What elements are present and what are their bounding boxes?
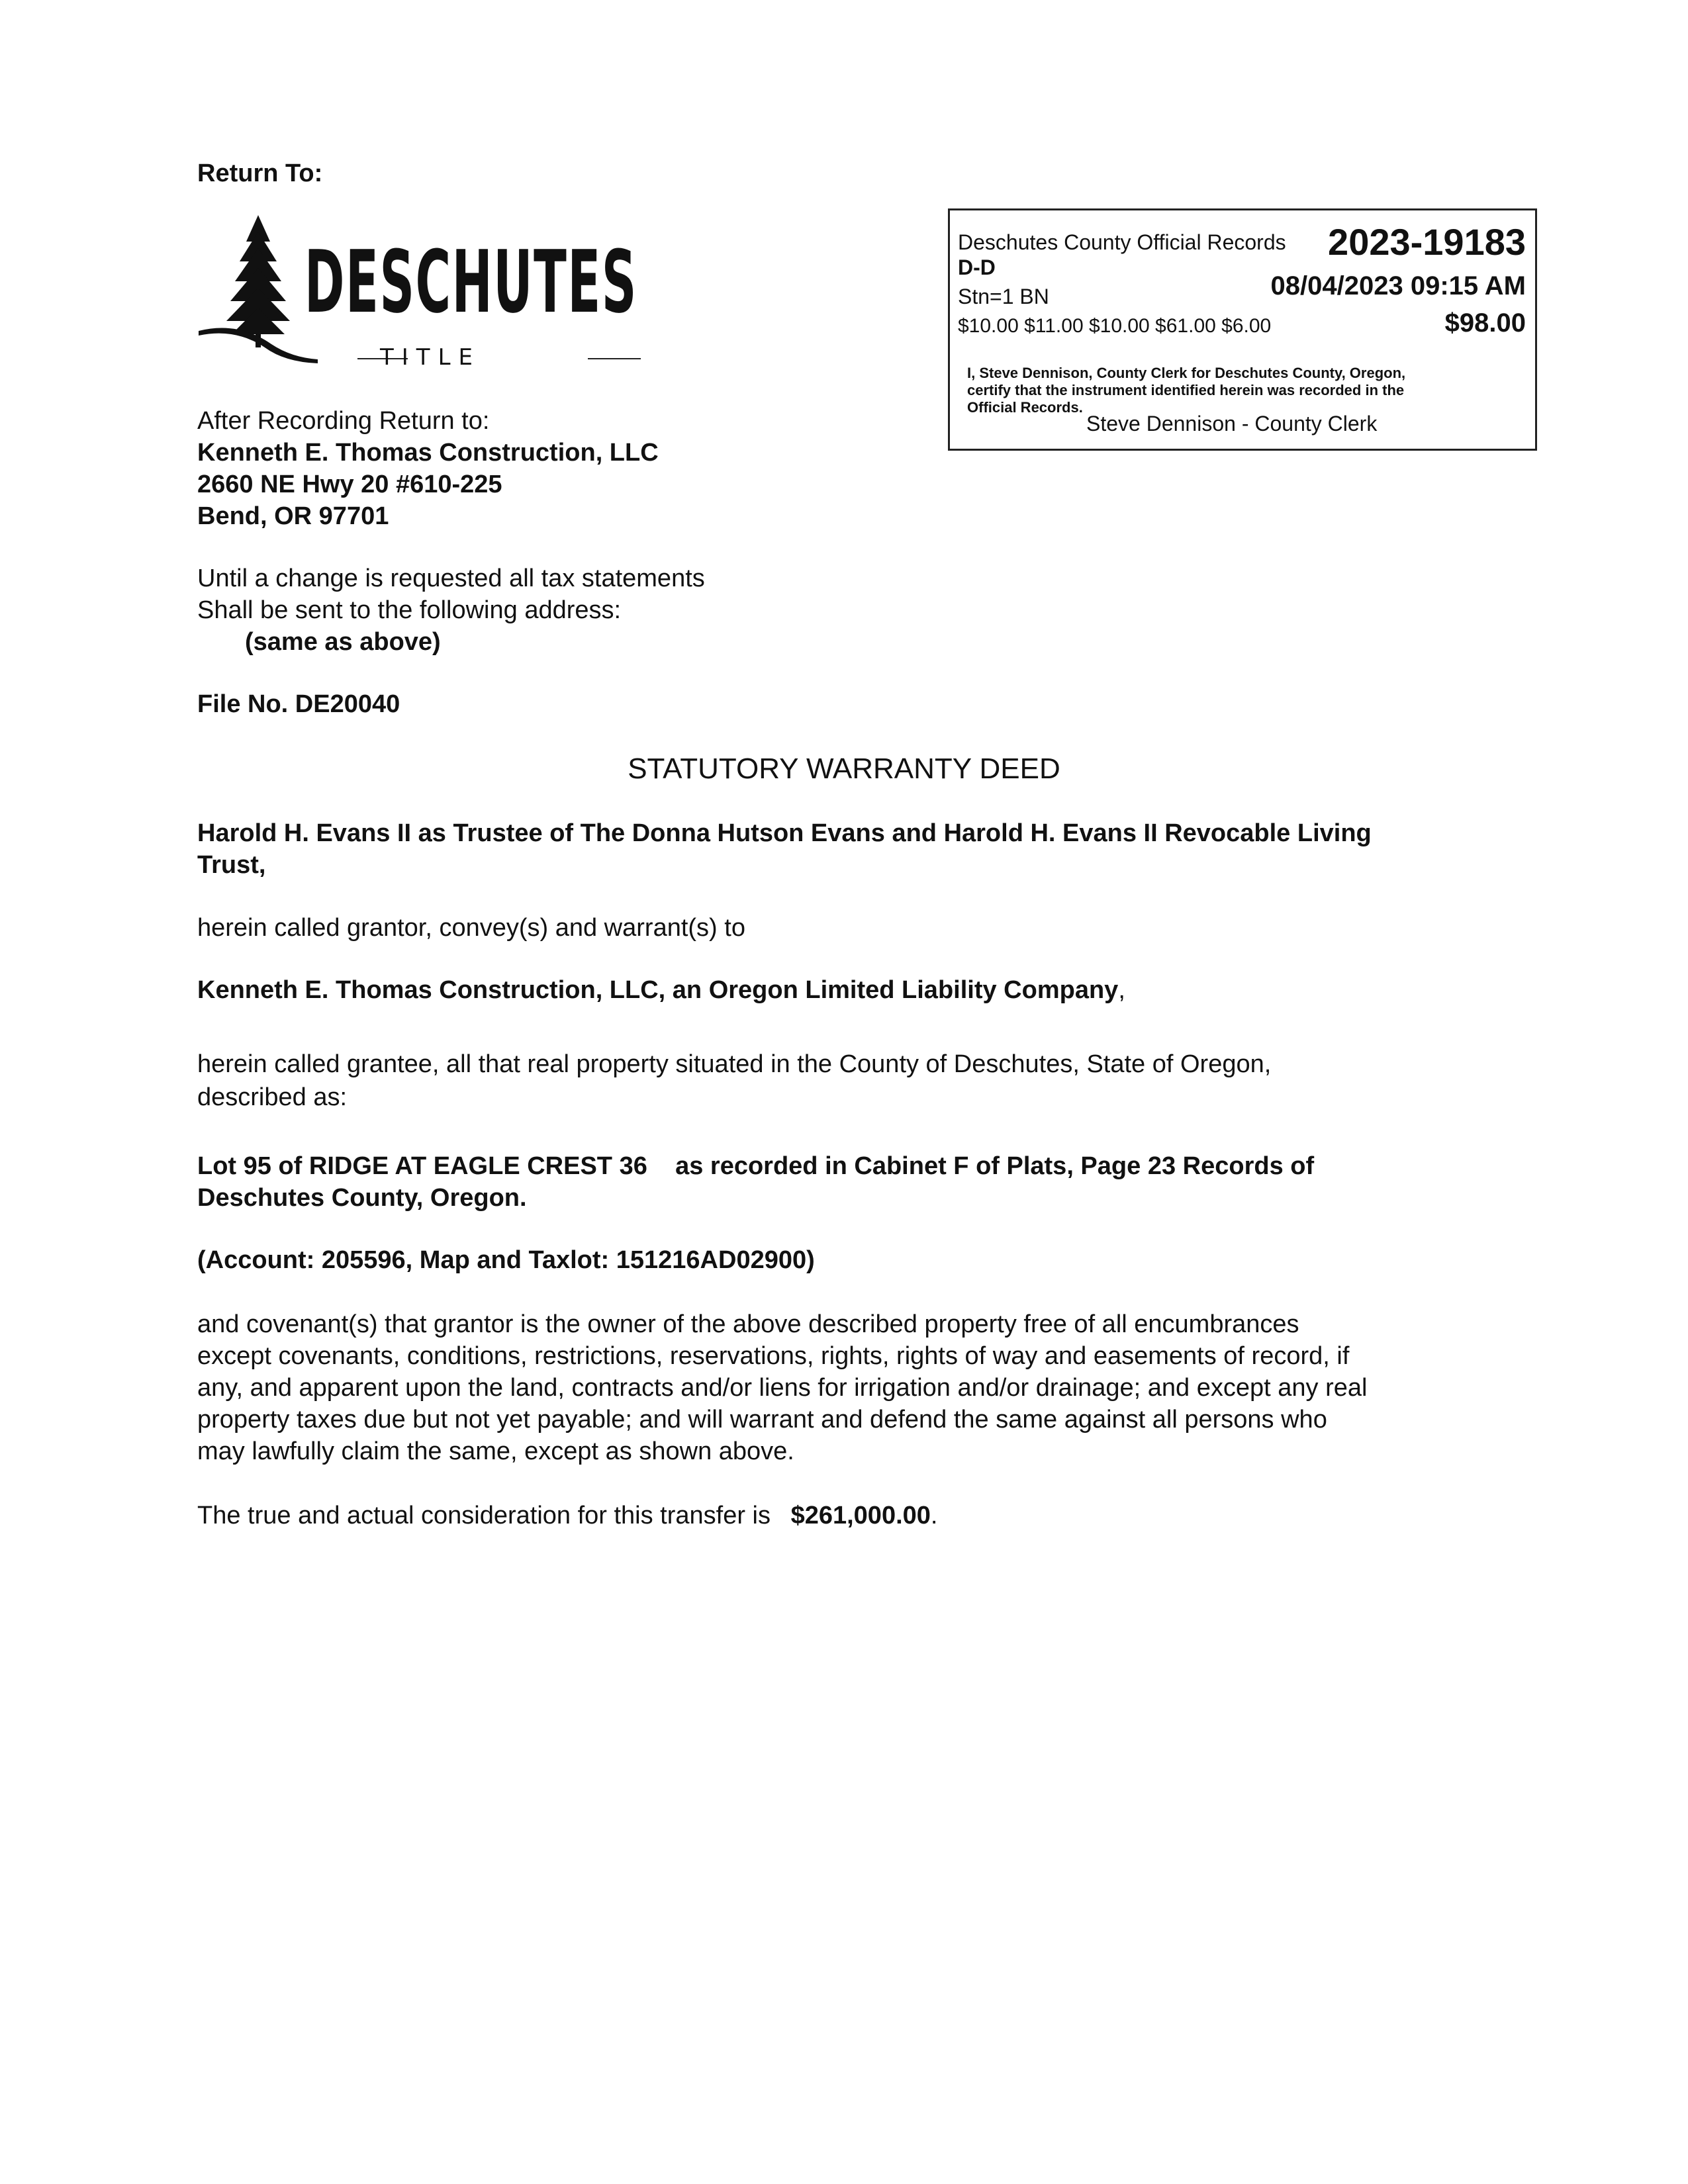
grantee-name: Kenneth E. Thomas Construction, LLC, an Oregon Limited Liability Company <box>197 976 1119 1004</box>
recording-certification-2: certify that the instrument identified herein was recorded in the <box>967 382 1405 398</box>
grantor-line-2: Trust, <box>197 851 266 879</box>
legal-description-line-2: Deschutes County, Oregon. <box>197 1184 527 1212</box>
recording-clerk: Steve Dennison - County Clerk <box>1086 412 1378 435</box>
recording-station: Stn=1 BN <box>958 285 1049 308</box>
tax-statement-address: (same as above) <box>245 628 441 656</box>
covenant-line-1: and covenant(s) that grantor is the owner of the above described property free of all encumbrances <box>197 1310 1299 1338</box>
convey-statement: herein called grantor, convey(s) and warrant(s) to <box>197 914 745 942</box>
tax-statement-line-1: Until a change is requested all tax statements <box>197 565 705 592</box>
legal-description-line-1: Lot 95 of RIDGE AT EAGLE CREST 36 as recorded in Cabinet F of Plats, Page 23 Records of <box>197 1152 1315 1180</box>
after-recording-label: After Recording Return to: <box>197 407 490 435</box>
recording-document-number: 2023-19183 <box>1328 221 1526 263</box>
tax-statement-line-2: Shall be sent to the following address: <box>197 596 622 624</box>
grantee-punct: , <box>1118 976 1125 1004</box>
account-taxlot: (Account: 205596, Map and Taxlot: 151216AD02900) <box>197 1246 815 1274</box>
recording-office: Deschutes County Official Records <box>958 230 1286 254</box>
pine-tree-icon <box>199 215 318 367</box>
consideration-text: The true and actual consideration for this transfer is <box>197 1502 771 1529</box>
recording-certification-3: Official Records. <box>967 399 1083 416</box>
logo-wordmark: DESCHUTES <box>305 232 638 332</box>
grantor-line-1: Harold H. Evans II as Trustee of The Donna Hutson Evans and Harold H. Evans II Revocable Living <box>197 819 1372 847</box>
recording-datetime: 08/04/2023 09:15 AM <box>1270 271 1526 300</box>
covenant-line-5: may lawfully claim the same, except as shown above. <box>197 1437 794 1465</box>
grantee-line <box>197 974 1125 1006</box>
recording-stamp <box>948 208 1537 451</box>
return-city: Bend, OR 97701 <box>197 502 389 530</box>
logo-subtitle: TITLE <box>380 344 481 371</box>
covenant-line-2: except covenants, conditions, restrictions, reservations, rights, rights of way and easements of record, if <box>197 1342 1350 1370</box>
recording-fees: $10.00 $11.00 $10.00 $61.00 $6.00 <box>958 315 1272 337</box>
return-name: Kenneth E. Thomas Construction, LLC <box>197 439 659 467</box>
property-line-1: herein called grantee, all that real property situated in the County of Deschutes, State of Oregon, <box>197 1050 1272 1078</box>
consideration-punct: . <box>930 1502 938 1529</box>
deschutes-title-logo <box>199 215 675 374</box>
property-line-2: described as: <box>197 1083 348 1111</box>
deed-title: STATUTORY WARRANTY DEED <box>628 752 1060 785</box>
file-number: File No. DE20040 <box>197 690 400 718</box>
recording-total: $98.00 <box>1444 308 1526 338</box>
recording-document-type: D-D <box>958 255 996 279</box>
logo-rule-right <box>588 358 641 359</box>
consideration-amount: $261,000.00 <box>790 1502 931 1529</box>
covenant-line-3: any, and apparent upon the land, contracts and/or liens for irrigation and/or drainage; and except any real <box>197 1374 1368 1402</box>
covenant-line-4: property taxes due but not yet payable; and will warrant and defend the same against all persons who <box>197 1406 1327 1433</box>
return-to-label: Return To: <box>197 159 323 187</box>
consideration-line <box>197 1500 937 1531</box>
return-street: 2660 NE Hwy 20 #610-225 <box>197 471 502 498</box>
covenant-paragraph <box>197 1308 1475 1467</box>
recording-certification-1: I, Steve Dennison, County Clerk for Deschutes County, Oregon, <box>967 365 1406 381</box>
